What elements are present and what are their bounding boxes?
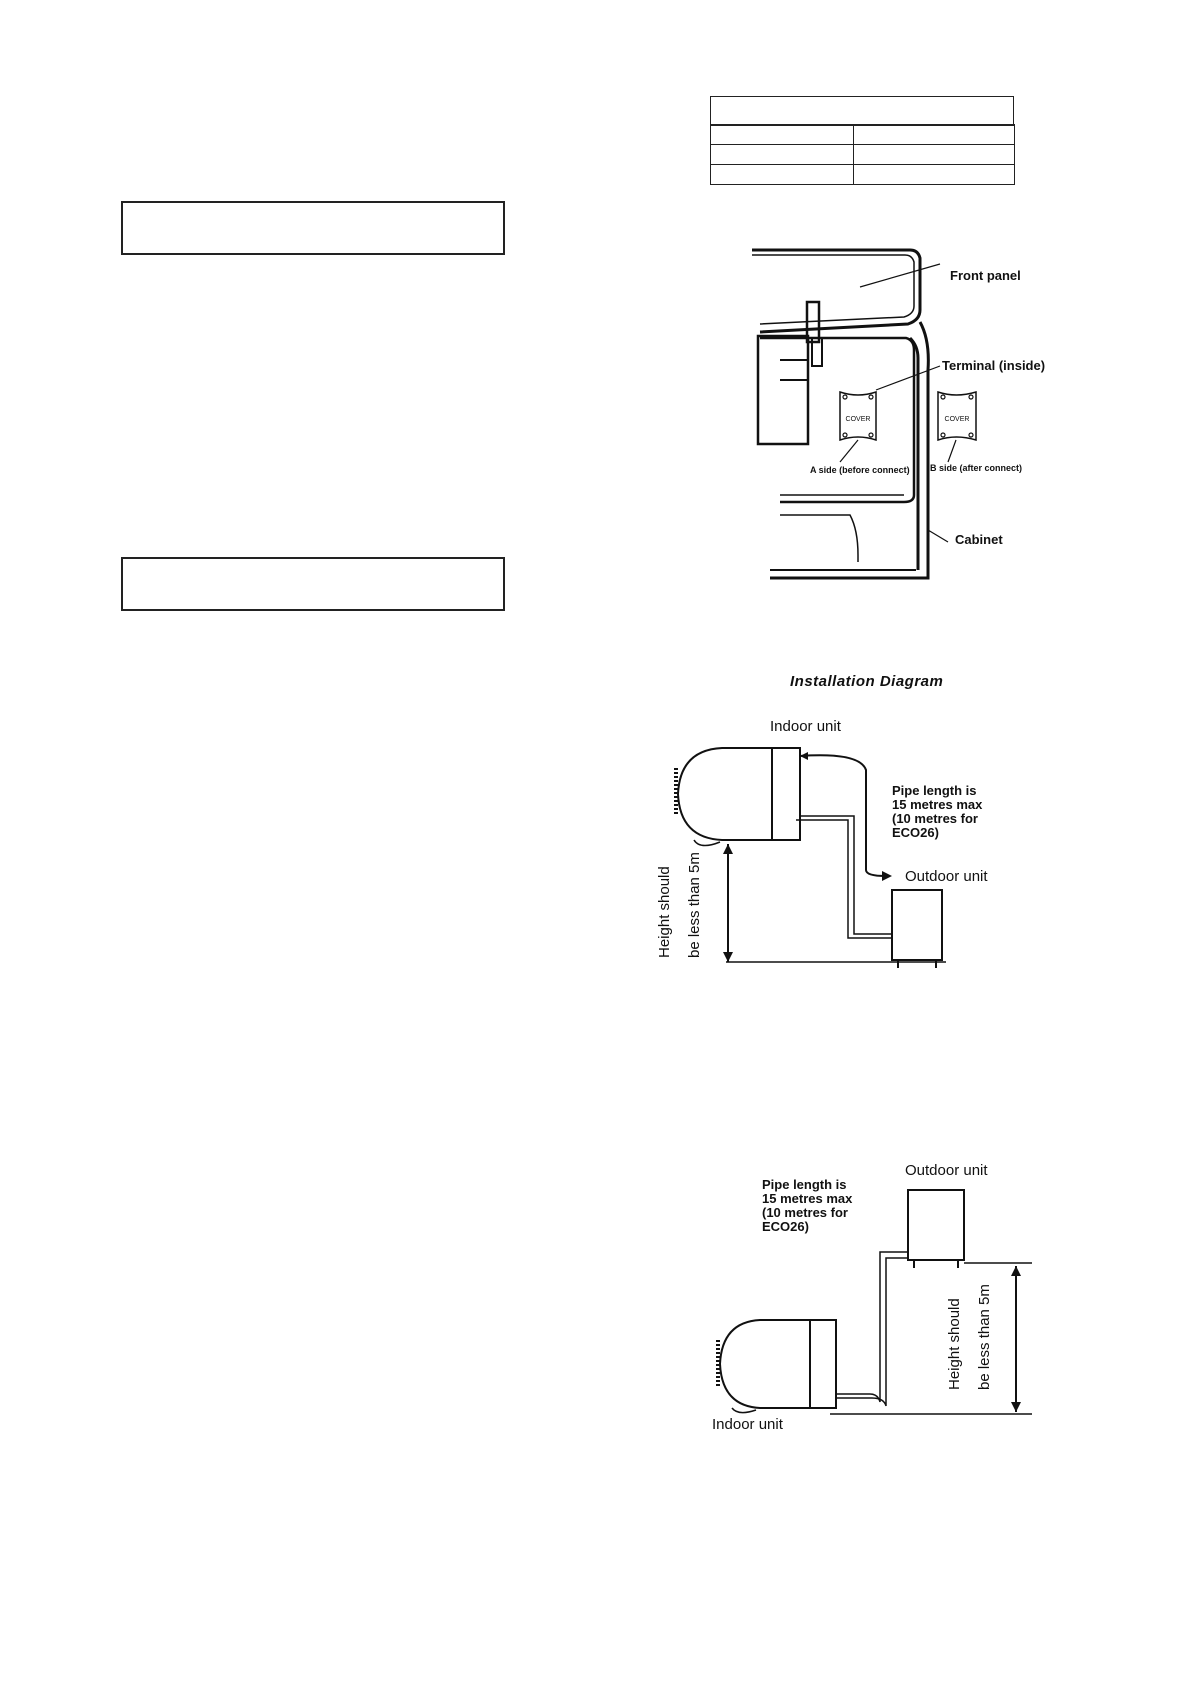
indoor-unit-shape bbox=[720, 1320, 836, 1408]
pipe-length-note-1 bbox=[892, 784, 982, 840]
empty-text-box-1 bbox=[121, 201, 505, 255]
pipe-note-1-line: (10 metres for bbox=[892, 811, 978, 826]
a-side-label: A side (before connect) bbox=[810, 465, 910, 475]
cover-b-label: COVER bbox=[944, 416, 970, 423]
indoor-unit-label-2: Indoor unit bbox=[712, 1416, 783, 1433]
pipe-line bbox=[836, 1252, 908, 1402]
spec-table-header bbox=[710, 96, 1014, 126]
terminal-cover-figure bbox=[740, 240, 1070, 600]
table-cell bbox=[854, 165, 1015, 185]
terminal-inside-label: Terminal (inside) bbox=[942, 358, 1046, 373]
table-cell bbox=[711, 125, 854, 145]
spec-table bbox=[710, 124, 1015, 185]
installation-figure-1 bbox=[650, 730, 1050, 970]
pipe-note-2-line: 15 metres max bbox=[762, 1191, 853, 1206]
table-cell bbox=[854, 125, 1015, 145]
pipe-note-2-line: Pipe length is bbox=[762, 1177, 847, 1192]
pipe-note-1-line: Pipe length is bbox=[892, 783, 977, 798]
table-cell bbox=[854, 145, 1015, 165]
height-label-1-line1: Height should bbox=[656, 866, 673, 958]
front-panel-label: Front panel bbox=[950, 268, 1021, 283]
outdoor-unit-shape bbox=[892, 890, 942, 960]
outdoor-unit-label-1: Outdoor unit bbox=[905, 868, 988, 885]
table-cell bbox=[711, 165, 854, 185]
table-row bbox=[711, 145, 1015, 165]
table-cell bbox=[711, 145, 854, 165]
indoor-unit-label-1: Indoor unit bbox=[770, 718, 841, 735]
pipe-note-2-line: ECO26) bbox=[762, 1219, 809, 1234]
pipe-length-note-2 bbox=[762, 1178, 852, 1234]
pipe-note-1-line: 15 metres max bbox=[892, 797, 983, 812]
empty-text-box-2 bbox=[121, 557, 505, 611]
b-side-label: B side (after connect) bbox=[930, 463, 1023, 473]
table-row bbox=[711, 125, 1015, 145]
pipe-note-2-line: (10 metres for bbox=[762, 1205, 848, 1220]
height-label-2-line2: be less than 5m bbox=[976, 1284, 993, 1390]
cover-a-label: COVER bbox=[845, 416, 871, 423]
table-row bbox=[711, 165, 1015, 185]
indoor-unit-shape bbox=[678, 748, 800, 840]
outdoor-unit-label-2: Outdoor unit bbox=[905, 1162, 988, 1179]
installation-diagram-title: Installation Diagram bbox=[790, 673, 944, 690]
height-label-2-line1: Height should bbox=[946, 1298, 963, 1390]
outdoor-unit-shape bbox=[908, 1190, 964, 1260]
cabinet-label: Cabinet bbox=[955, 532, 1003, 547]
pipe-note-1-line: ECO26) bbox=[892, 825, 939, 840]
height-label-1-line2: be less than 5m bbox=[686, 852, 703, 958]
